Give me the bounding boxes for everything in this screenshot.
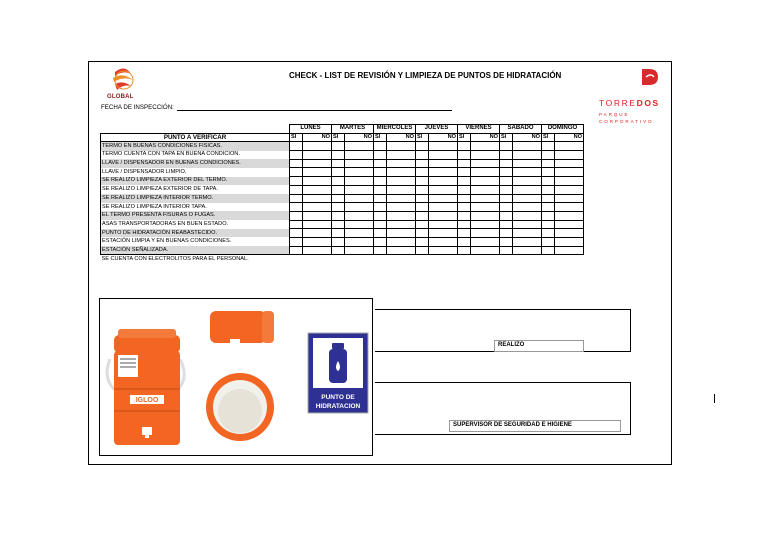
check-cell[interactable]: [332, 229, 345, 238]
check-cell[interactable]: [416, 229, 429, 238]
check-cell[interactable]: [542, 220, 555, 229]
check-cell[interactable]: [458, 211, 471, 220]
check-cell[interactable]: [513, 211, 542, 220]
check-cell[interactable]: [332, 142, 345, 151]
check-cell[interactable]: [416, 211, 429, 220]
check-cell[interactable]: [500, 142, 513, 151]
check-cell[interactable]: [513, 177, 542, 186]
check-cell[interactable]: [542, 237, 555, 246]
check-cell[interactable]: [303, 168, 332, 177]
check-cell[interactable]: [471, 142, 500, 151]
check-cell[interactable]: [290, 229, 303, 238]
hydration-images-box: [99, 298, 373, 456]
check-cell[interactable]: [513, 237, 542, 246]
check-cell[interactable]: [513, 203, 542, 212]
check-cell[interactable]: [542, 159, 555, 168]
item-label: LLAVE / DISPENSADOR EN BUENAS CONDICIONES.: [101, 159, 290, 168]
check-cell[interactable]: [345, 220, 374, 229]
check-cell[interactable]: [332, 246, 345, 255]
check-cell[interactable]: [345, 246, 374, 255]
check-cell[interactable]: [290, 211, 303, 220]
check-cell[interactable]: [471, 185, 500, 194]
check-cell[interactable]: [374, 151, 387, 160]
global-logo-text: GLOBAL: [107, 94, 134, 100]
check-cell[interactable]: [555, 142, 584, 151]
check-cell[interactable]: [345, 159, 374, 168]
check-cell[interactable]: [374, 168, 387, 177]
check-cell[interactable]: [429, 203, 458, 212]
torre-dos-name-bold: DOS: [636, 98, 660, 108]
cooler-lid-icon: [206, 373, 274, 441]
check-cell[interactable]: [374, 194, 387, 203]
check-cell[interactable]: [429, 159, 458, 168]
check-cell[interactable]: [303, 151, 332, 160]
no-header: NO: [513, 133, 542, 142]
check-cell[interactable]: [513, 246, 542, 255]
check-cell[interactable]: [458, 177, 471, 186]
check-cell[interactable]: [500, 203, 513, 212]
day-header: VIERNES: [458, 125, 500, 134]
check-cell[interactable]: [458, 142, 471, 151]
check-cell[interactable]: [429, 246, 458, 255]
document-title: CHECK - LIST DE REVISIÓN Y LIMPIEZA DE PUNTOS DE HIDRATACIÓN: [289, 71, 562, 80]
day-header: JUEVES: [416, 125, 458, 134]
check-cell[interactable]: [542, 211, 555, 220]
no-header: NO: [429, 133, 458, 142]
check-cell[interactable]: [555, 246, 584, 255]
check-cell[interactable]: [555, 151, 584, 160]
check-cell[interactable]: [416, 203, 429, 212]
check-cell[interactable]: [374, 229, 387, 238]
check-cell[interactable]: [500, 151, 513, 160]
table-row: [101, 151, 584, 160]
check-cell[interactable]: [303, 159, 332, 168]
check-cell[interactable]: [290, 220, 303, 229]
check-cell[interactable]: [374, 185, 387, 194]
check-cell[interactable]: [332, 177, 345, 186]
check-cell[interactable]: [345, 211, 374, 220]
item-label: PUNTO DE HIDRATACIÓN REABASTECIDO.: [101, 229, 290, 238]
check-cell[interactable]: [555, 229, 584, 238]
check-cell[interactable]: [387, 246, 416, 255]
check-cell[interactable]: [429, 211, 458, 220]
inspection-date-label: FECHA DE INSPECCIÓN:: [101, 104, 174, 111]
check-cell[interactable]: [513, 151, 542, 160]
cooler-brand-text: IGLOO: [135, 397, 159, 404]
check-cell[interactable]: [471, 211, 500, 220]
day-header: SABADO: [500, 125, 542, 134]
check-cell[interactable]: [555, 185, 584, 194]
check-cell[interactable]: [513, 194, 542, 203]
check-cell[interactable]: [458, 229, 471, 238]
check-cell[interactable]: [429, 194, 458, 203]
item-header: PUNTO A VERIFICAR: [101, 133, 290, 142]
table-row: [101, 159, 584, 168]
check-cell[interactable]: [290, 159, 303, 168]
check-cell[interactable]: [555, 237, 584, 246]
check-cell[interactable]: [345, 142, 374, 151]
check-cell[interactable]: [458, 151, 471, 160]
check-cell[interactable]: [387, 211, 416, 220]
check-cell[interactable]: [374, 237, 387, 246]
check-cell[interactable]: [345, 177, 374, 186]
check-cell[interactable]: [429, 151, 458, 160]
table-row: [101, 203, 584, 212]
check-cell[interactable]: [290, 185, 303, 194]
item-label: LLAVE / DISPENSADOR LIMPIO.: [101, 168, 290, 177]
check-cell[interactable]: [555, 211, 584, 220]
check-cell[interactable]: [290, 168, 303, 177]
torre-dos-logo: [599, 68, 671, 124]
check-cell[interactable]: [416, 237, 429, 246]
check-cell[interactable]: [374, 177, 387, 186]
text-cursor: [714, 394, 715, 403]
check-cell[interactable]: [303, 142, 332, 151]
check-cell[interactable]: [458, 220, 471, 229]
check-cell[interactable]: [429, 185, 458, 194]
check-cell[interactable]: [542, 185, 555, 194]
check-cell[interactable]: [500, 185, 513, 194]
check-cell[interactable]: [387, 159, 416, 168]
item-label: SE REALIZO LIMPIEZA EXTERIOR DEL TERMO.: [101, 177, 290, 186]
check-cell[interactable]: [303, 203, 332, 212]
torre-dos-mark-icon: [641, 68, 659, 86]
check-cell[interactable]: [458, 168, 471, 177]
torre-dos-subtitle-1: PARQUE: [599, 112, 630, 117]
check-cell[interactable]: [387, 203, 416, 212]
si-header: SI: [332, 133, 345, 142]
check-cell[interactable]: [290, 142, 303, 151]
item-label: SE REALIZO LIMPIEZA EXTERIOR DE TAPA.: [101, 185, 290, 194]
si-header: SI: [458, 133, 471, 142]
no-header: NO: [471, 133, 500, 142]
check-cell[interactable]: [387, 220, 416, 229]
check-cell[interactable]: [416, 168, 429, 177]
check-cell[interactable]: [471, 177, 500, 186]
item-label: EL TERMO PRESENTA FISURAS O FUGAS.: [101, 211, 290, 220]
check-cell[interactable]: [513, 229, 542, 238]
check-cell[interactable]: [471, 159, 500, 168]
check-cell[interactable]: [303, 194, 332, 203]
si-header: SI: [542, 133, 555, 142]
check-cell[interactable]: [458, 203, 471, 212]
extra-item-label: SE CUENTA CON ELECTROLITOS PARA EL PERSONAL.: [101, 255, 249, 262]
check-cell[interactable]: [374, 246, 387, 255]
si-header: SI: [290, 133, 303, 142]
sign-text-line2: HIDRATACION: [315, 403, 361, 410]
item-label: ASAS TRANSPORTADORAS EN BUEN ESTADO.: [101, 220, 290, 229]
check-cell[interactable]: [387, 177, 416, 186]
torre-dos-name-light: TORRE: [599, 98, 637, 108]
no-header: NO: [387, 133, 416, 142]
check-cell[interactable]: [387, 237, 416, 246]
dispenser-tap-icon: [210, 311, 274, 352]
check-cell[interactable]: [542, 229, 555, 238]
check-cell[interactable]: [303, 220, 332, 229]
check-cell[interactable]: [429, 220, 458, 229]
check-cell[interactable]: [416, 185, 429, 194]
check-cell[interactable]: [387, 194, 416, 203]
check-cell[interactable]: [555, 159, 584, 168]
check-cell[interactable]: [458, 185, 471, 194]
check-cell[interactable]: [471, 220, 500, 229]
check-cell[interactable]: [458, 246, 471, 255]
check-cell[interactable]: [416, 177, 429, 186]
check-cell[interactable]: [471, 229, 500, 238]
check-cell[interactable]: [542, 194, 555, 203]
check-cell[interactable]: [345, 203, 374, 212]
table-row: [101, 229, 584, 238]
realizo-label: REALIZO: [494, 340, 584, 352]
check-cell[interactable]: [416, 194, 429, 203]
check-cell[interactable]: [416, 151, 429, 160]
si-header: SI: [500, 133, 513, 142]
check-cell[interactable]: [500, 159, 513, 168]
check-cell[interactable]: [458, 159, 471, 168]
check-cell[interactable]: [387, 185, 416, 194]
check-cell[interactable]: [471, 194, 500, 203]
checklist-table: [100, 124, 584, 264]
check-cell[interactable]: [303, 185, 332, 194]
check-cell[interactable]: [542, 203, 555, 212]
check-cell[interactable]: [458, 237, 471, 246]
check-cell[interactable]: [416, 159, 429, 168]
check-cell[interactable]: [429, 168, 458, 177]
check-cell[interactable]: [345, 229, 374, 238]
no-header: NO: [345, 133, 374, 142]
check-cell[interactable]: [387, 229, 416, 238]
check-cell[interactable]: [500, 168, 513, 177]
day-header: MIERCOLES: [374, 125, 416, 134]
check-cell[interactable]: [542, 142, 555, 151]
check-cell[interactable]: [555, 220, 584, 229]
check-cell[interactable]: [332, 168, 345, 177]
table-row: [101, 177, 584, 186]
item-label: ESTACIÓN LIMPIA Y EN BUENAS CONDICIONES.: [101, 237, 290, 246]
table-row: [101, 168, 584, 177]
table-row: [101, 237, 584, 246]
check-cell[interactable]: [471, 151, 500, 160]
check-cell[interactable]: [374, 142, 387, 151]
check-cell[interactable]: [332, 237, 345, 246]
check-cell[interactable]: [471, 246, 500, 255]
check-cell[interactable]: [555, 194, 584, 203]
check-cell[interactable]: [332, 211, 345, 220]
hydration-sign-icon: [308, 333, 368, 413]
check-cell[interactable]: [513, 159, 542, 168]
check-cell[interactable]: [500, 211, 513, 220]
check-cell[interactable]: [555, 203, 584, 212]
torre-dos-subtitle: [599, 111, 654, 125]
check-cell[interactable]: [345, 168, 374, 177]
inspection-date-field[interactable]: [101, 104, 452, 111]
table-row: [101, 142, 584, 151]
table-row: [101, 194, 584, 203]
torre-dos-name: [599, 98, 660, 108]
check-cell[interactable]: [345, 237, 374, 246]
check-cell[interactable]: [290, 177, 303, 186]
torre-dos-subtitle-2: CORPORATIVO: [599, 119, 654, 124]
check-cell[interactable]: [429, 229, 458, 238]
check-cell[interactable]: [429, 177, 458, 186]
check-cell[interactable]: [500, 246, 513, 255]
table-row: [101, 211, 584, 220]
check-cell[interactable]: [500, 220, 513, 229]
check-cell[interactable]: [345, 194, 374, 203]
check-cell[interactable]: [374, 203, 387, 212]
check-cell[interactable]: [500, 177, 513, 186]
check-cell[interactable]: [513, 168, 542, 177]
check-cell[interactable]: [458, 194, 471, 203]
check-cell[interactable]: [303, 237, 332, 246]
check-cell[interactable]: [374, 211, 387, 220]
check-cell[interactable]: [542, 151, 555, 160]
table-row: [101, 185, 584, 194]
item-label: ESTACIÓN SEÑALIZADA.: [101, 246, 290, 255]
si-header: SI: [416, 133, 429, 142]
check-cell[interactable]: [500, 237, 513, 246]
table-row: [101, 246, 584, 255]
check-cell[interactable]: [429, 237, 458, 246]
check-cell[interactable]: [471, 203, 500, 212]
check-cell[interactable]: [471, 237, 500, 246]
check-cell[interactable]: [290, 246, 303, 255]
check-cell[interactable]: [374, 220, 387, 229]
global-logo-icon: [111, 66, 135, 94]
check-cell[interactable]: [387, 142, 416, 151]
check-cell[interactable]: [471, 168, 500, 177]
check-cell[interactable]: [345, 151, 374, 160]
check-cell[interactable]: [332, 203, 345, 212]
check-cell[interactable]: [345, 185, 374, 194]
global-logo: [107, 66, 137, 104]
item-label: SE REALIZO LIMPIEZA INTERIOR TAPA.: [101, 203, 290, 212]
check-cell[interactable]: [332, 151, 345, 160]
check-cell[interactable]: [429, 142, 458, 151]
check-cell[interactable]: [513, 220, 542, 229]
check-cell[interactable]: [513, 142, 542, 151]
table-row: [101, 220, 584, 229]
check-cell[interactable]: [542, 177, 555, 186]
check-cell[interactable]: [290, 237, 303, 246]
check-cell[interactable]: [303, 211, 332, 220]
check-cell[interactable]: [374, 159, 387, 168]
hydration-images: [100, 299, 372, 455]
check-cell[interactable]: [332, 185, 345, 194]
check-cell[interactable]: [500, 194, 513, 203]
sign-text-line1: PUNTO DE: [321, 394, 355, 401]
no-header: NO: [303, 133, 332, 142]
check-cell[interactable]: [416, 220, 429, 229]
igloo-cooler-icon: [107, 329, 184, 445]
check-cell[interactable]: [332, 159, 345, 168]
check-cell[interactable]: [542, 168, 555, 177]
check-cell[interactable]: [387, 151, 416, 160]
inspection-date-line[interactable]: [177, 104, 452, 111]
corner-cell: [101, 125, 290, 134]
check-cell[interactable]: [290, 151, 303, 160]
day-header: DOMINGO: [542, 125, 584, 134]
item-label: SE REALIZO LIMPIEZA INTERIOR TERMO.: [101, 194, 290, 203]
day-header: MARTES: [332, 125, 374, 134]
check-cell[interactable]: [513, 185, 542, 194]
no-header: NO: [555, 133, 584, 142]
item-label: TERMO EN BUENAS CONDICIONES FISICAS.: [101, 142, 290, 151]
checklist-sheet: [88, 61, 672, 465]
supervisor-label: SUPERVISOR DE SEGURIDAD E HIGIENE: [449, 420, 621, 432]
check-cell[interactable]: [555, 177, 584, 186]
check-cell[interactable]: [332, 194, 345, 203]
check-cell[interactable]: [542, 246, 555, 255]
check-cell[interactable]: [303, 229, 332, 238]
item-label: TERMO CUENTA CON TAPA EN BUENA CONDICIÓN.: [101, 151, 290, 160]
check-cell[interactable]: [416, 246, 429, 255]
check-cell[interactable]: [416, 142, 429, 151]
check-cell[interactable]: [387, 168, 416, 177]
check-cell[interactable]: [500, 229, 513, 238]
day-header: LUNES: [290, 125, 332, 134]
check-cell[interactable]: [555, 168, 584, 177]
si-header: SI: [374, 133, 387, 142]
check-cell[interactable]: [303, 177, 332, 186]
check-cell[interactable]: [290, 203, 303, 212]
check-cell[interactable]: [290, 194, 303, 203]
check-cell[interactable]: [303, 246, 332, 255]
check-cell[interactable]: [332, 220, 345, 229]
